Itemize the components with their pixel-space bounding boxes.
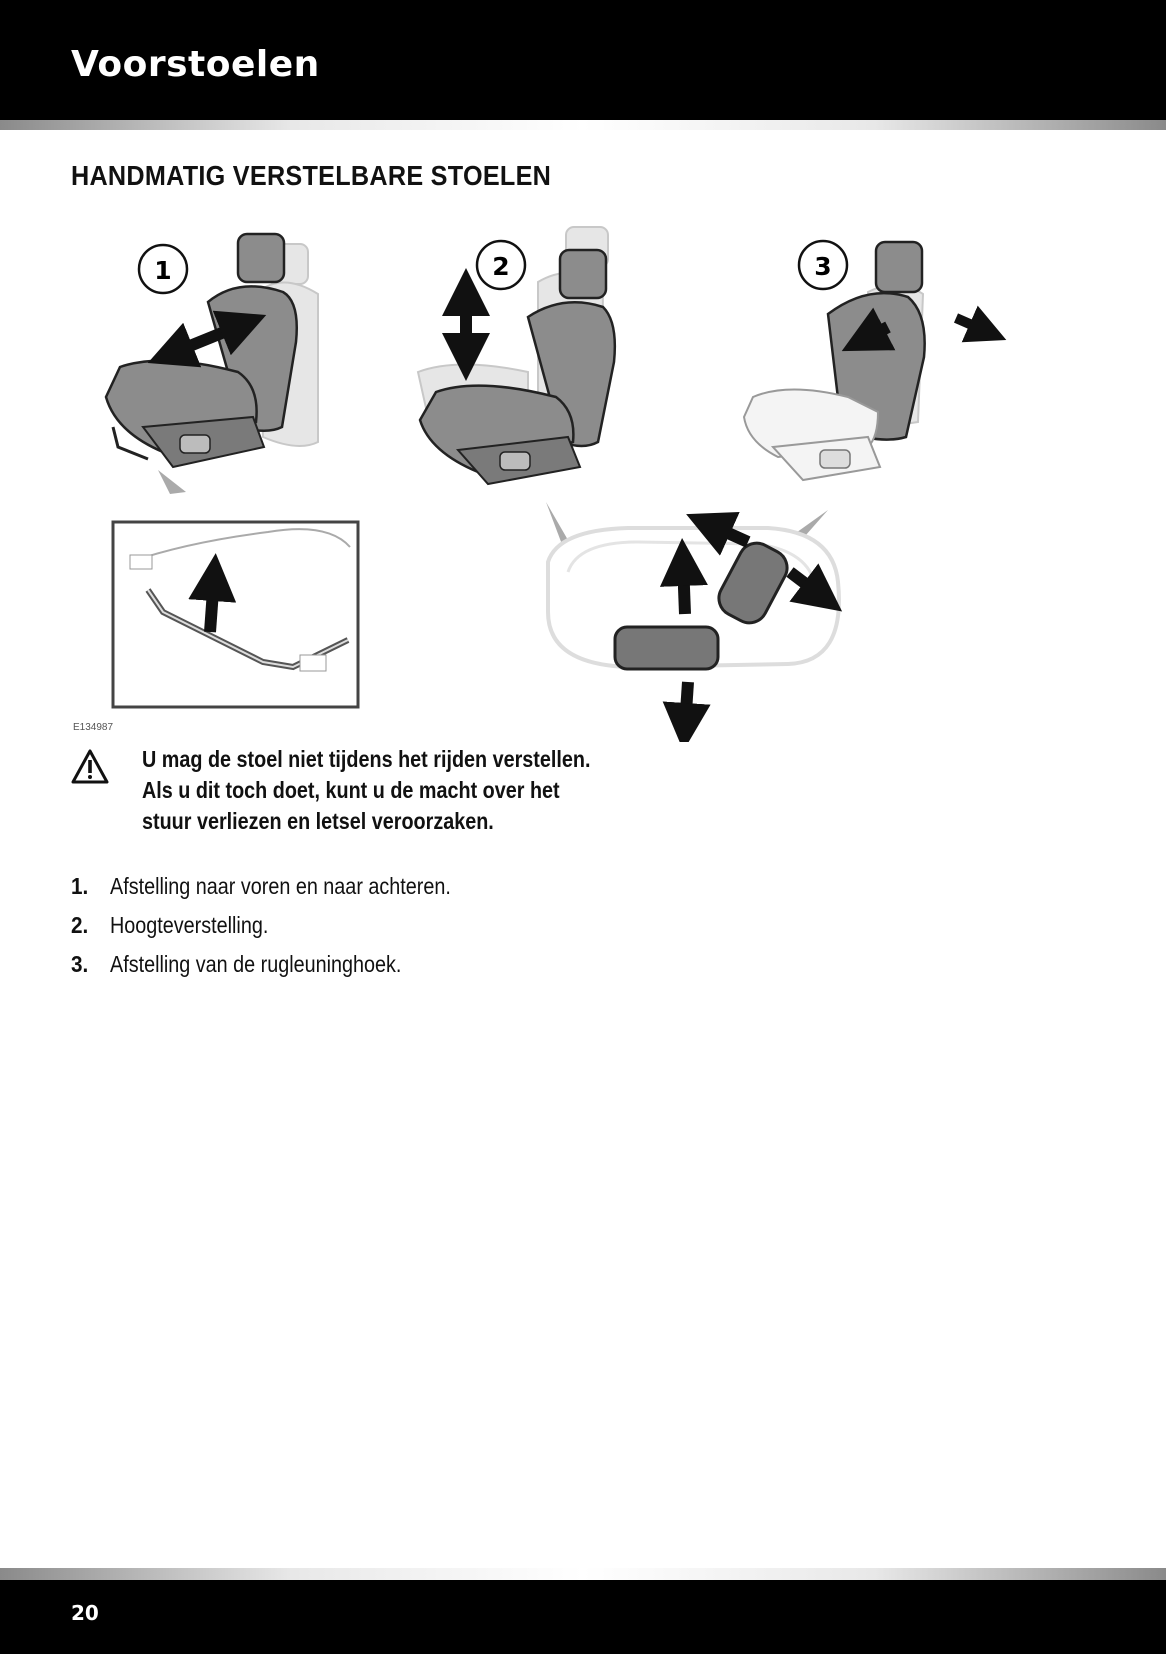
- seat-3-drawing: [744, 241, 988, 480]
- list-item: [71, 951, 771, 990]
- list-item: [71, 912, 771, 951]
- warning-text: U mag de stoel niet tijdens het rijden verstellen. Als u dit toch doet, kunt u de macht over het stuur verliezen en letsel veroorzaken.: [142, 746, 591, 834]
- steps-list: [71, 873, 771, 990]
- page-title: Voorstoelen: [71, 44, 320, 85]
- header-divider: [0, 120, 1166, 130]
- callout-3: 3: [814, 252, 832, 281]
- callout-2: 2: [492, 252, 510, 281]
- seat-2-drawing: [418, 227, 615, 484]
- footer-divider: [0, 1568, 1166, 1580]
- step-number: 3.: [71, 951, 89, 977]
- step-text: Afstelling van de rugleuninghoek.: [110, 951, 402, 977]
- section-heading: HANDMATIG VERSTELBARE STOELEN: [71, 160, 552, 191]
- figure-code: E134987: [73, 722, 114, 733]
- seat-adjustment-illustration: [68, 222, 1028, 742]
- list-item: [71, 873, 771, 912]
- seat-controls-detail: [546, 502, 839, 727]
- page-header: [0, 0, 1166, 120]
- seat-1-lever-detail: [113, 470, 358, 707]
- seat-1-drawing: [106, 234, 318, 467]
- step-number: 1.: [71, 873, 89, 899]
- warning-triangle-icon: [70, 748, 110, 786]
- page-footer: [0, 1580, 1166, 1654]
- step-text: Afstelling naar voren en naar achteren.: [110, 873, 451, 899]
- step-text: Hoogteverstelling.: [110, 912, 269, 938]
- page-number: 20: [71, 1601, 99, 1625]
- step-number: 2.: [71, 912, 89, 938]
- callout-1: 1: [154, 256, 172, 285]
